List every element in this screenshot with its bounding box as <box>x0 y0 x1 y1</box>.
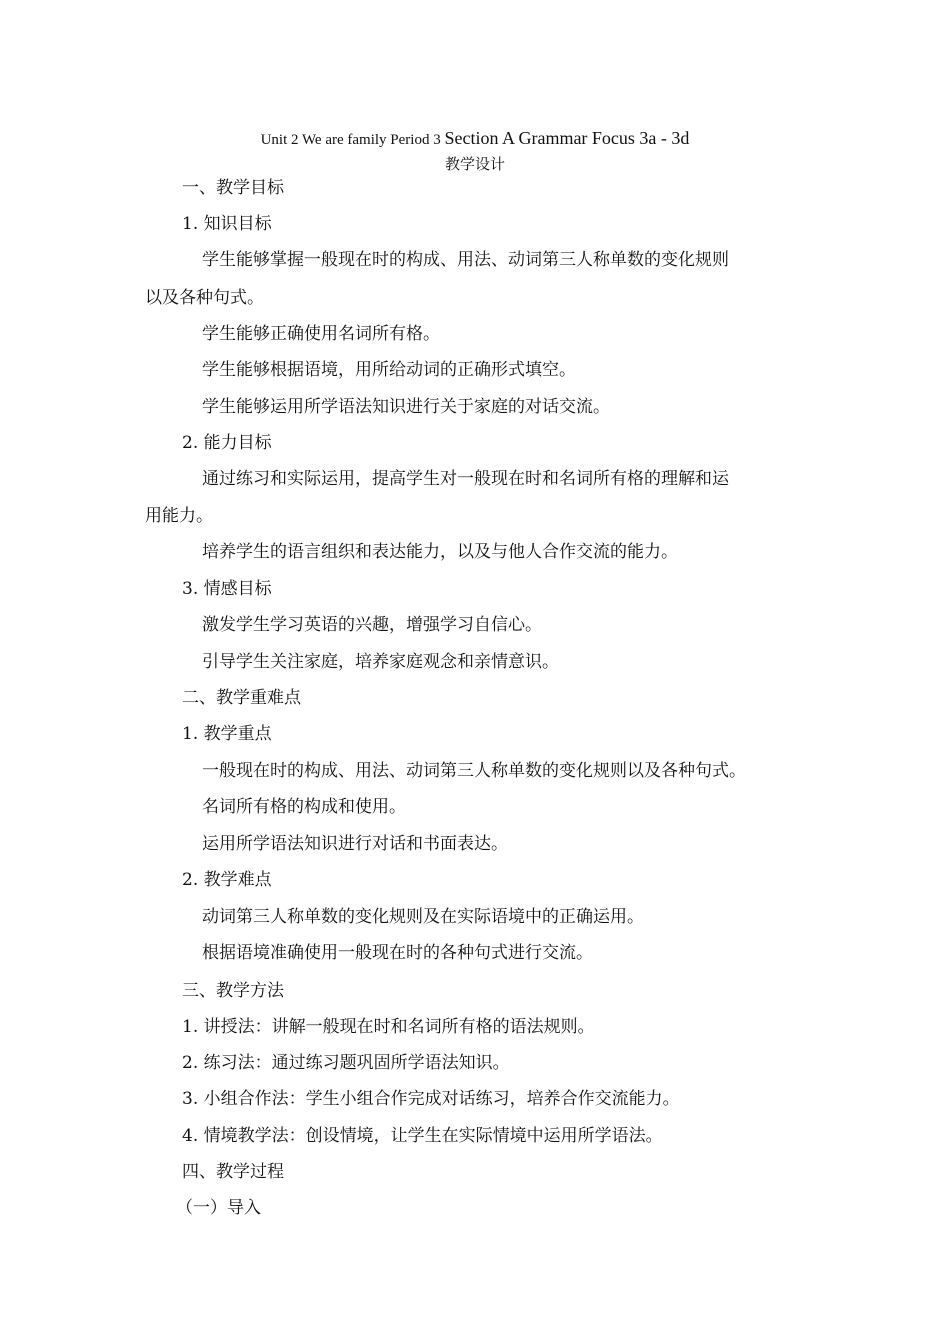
subheading-emotion: 3. 情感目标 <box>182 579 272 599</box>
paragraph-line: 激发学生学习英语的兴趣，增强学习自信心。 <box>202 615 542 635</box>
paragraph-line: 学生能够运用所学语法知识进行关于家庭的对话交流。 <box>202 397 610 417</box>
method-item: 2. 练习法：通过练习题巩固所学语法知识。 <box>182 1053 510 1073</box>
subheading-key-points: 1. 教学重点 <box>182 724 272 744</box>
paragraph-line: 动词第三人称单数的变化规则及在实际语境中的正确运用。 <box>202 907 644 927</box>
method-item: 1. 讲授法：讲解一般现在时和名词所有格的语法规则。 <box>182 1017 595 1037</box>
document-subtitle: 教学设计 <box>444 155 505 173</box>
paragraph-line: 名词所有格的构成和使用。 <box>202 797 406 817</box>
paragraph-continuation: 用能力。 <box>145 506 213 526</box>
method-item: 4. 情境教学法：创设情境，让学生在实际情境中运用所学语法。 <box>182 1126 663 1146</box>
paragraph-line: 通过练习和实际运用，提高学生对一般现在时和名词所有格的理解和运 <box>202 469 729 489</box>
subheading-introduction: （一）导入 <box>176 1198 261 1218</box>
section-heading-process: 四、教学过程 <box>182 1162 284 1182</box>
paragraph-line: 一般现在时的构成、用法、动词第三人称单数的变化规则以及各种句式。 <box>202 761 746 781</box>
paragraph-line: 学生能够正确使用名词所有格。 <box>202 324 440 344</box>
title-section: Section A Grammar Focus 3a - 3d <box>444 128 690 148</box>
method-item: 3. 小组合作法：学生小组合作完成对话练习，培养合作交流能力。 <box>182 1089 680 1109</box>
document-title <box>0 126 950 152</box>
section-heading-key-difficult: 二、教学重难点 <box>182 688 301 708</box>
paragraph-line: 引导学生关注家庭，培养家庭观念和亲情意识。 <box>202 652 559 672</box>
section-heading-methods: 三、教学方法 <box>182 981 284 1001</box>
paragraph-line: 根据语境准确使用一般现在时的各种句式进行交流。 <box>202 943 593 963</box>
section-heading-objectives: 一、教学目标 <box>182 178 284 198</box>
paragraph-line: 学生能够掌握一般现在时的构成、用法、动词第三人称单数的变化规则 <box>202 250 729 270</box>
subheading-difficult-points: 2. 教学难点 <box>182 870 272 890</box>
paragraph-line: 运用所学语法知识进行对话和书面表达。 <box>202 834 508 854</box>
subheading-knowledge: 1. 知识目标 <box>182 214 272 234</box>
subheading-ability: 2. 能力目标 <box>182 433 272 453</box>
paragraph-line: 培养学生的语言组织和表达能力，以及与他人合作交流的能力。 <box>202 542 678 562</box>
title-unit-period: Unit 2 We are family Period 3 <box>260 132 445 148</box>
paragraph-continuation: 以及各种句式。 <box>145 288 264 308</box>
paragraph-line: 学生能够根据语境，用所给动词的正确形式填空。 <box>202 360 576 380</box>
